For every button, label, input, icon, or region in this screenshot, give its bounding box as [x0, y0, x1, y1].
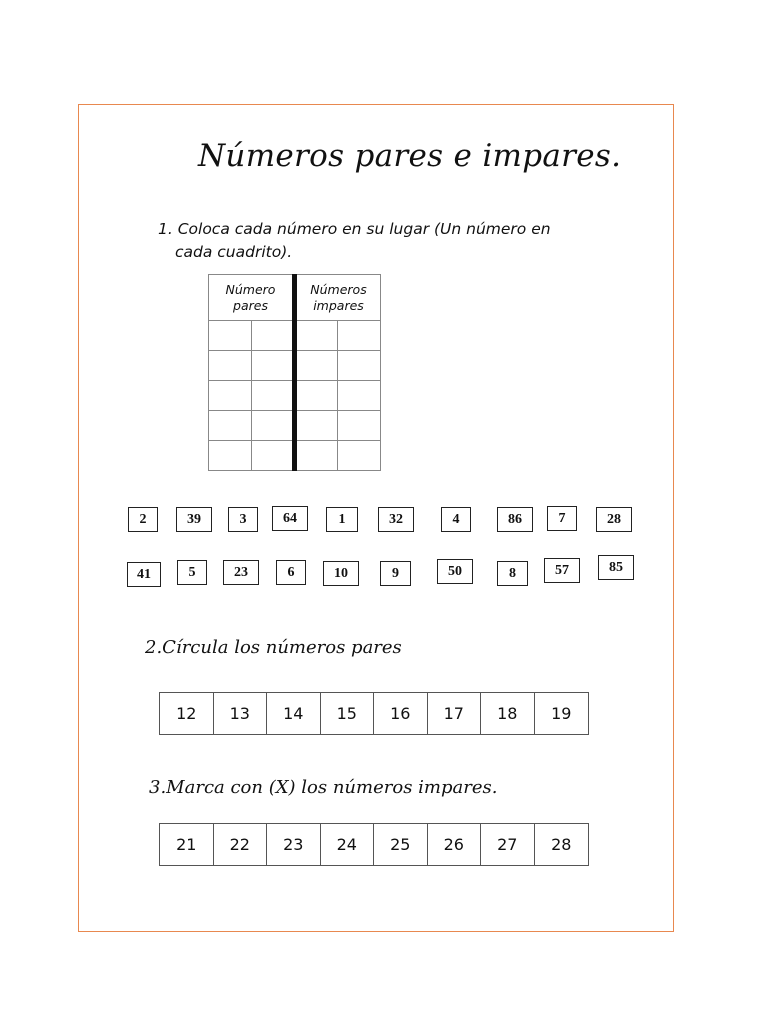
exercise3-heading: 3.Marca con (X) los números impares.	[149, 777, 498, 798]
number-chip[interactable]: 5	[177, 560, 207, 585]
exercise3-number-row	[159, 823, 589, 866]
sorting-table	[208, 274, 381, 471]
number-chip[interactable]: 86	[497, 507, 533, 532]
header-impares	[295, 275, 381, 321]
header-pares	[209, 275, 295, 321]
number-cell[interactable]: 23	[267, 824, 321, 865]
table-cell[interactable]	[252, 441, 295, 471]
header-impares-line2: impares	[313, 297, 364, 313]
header-impares-line1: Números	[310, 281, 367, 297]
number-chip[interactable]: 85	[598, 555, 634, 580]
number-chip[interactable]: 4	[441, 507, 471, 532]
table-row	[209, 441, 381, 471]
number-cell[interactable]: 12	[160, 693, 214, 734]
table-row	[209, 321, 381, 351]
table-cell[interactable]	[252, 381, 295, 411]
number-cell[interactable]: 25	[374, 824, 428, 865]
table-cell[interactable]	[252, 321, 295, 351]
number-chip[interactable]: 28	[596, 507, 632, 532]
number-chip[interactable]: 50	[437, 559, 473, 584]
table-cell[interactable]	[338, 351, 381, 381]
exercise1-instruction-line2: cada cuadrito).	[175, 243, 293, 261]
number-cell[interactable]: 21	[160, 824, 214, 865]
number-cell[interactable]: 26	[428, 824, 482, 865]
number-chip[interactable]: 32	[378, 507, 414, 532]
number-cell[interactable]: 28	[551, 835, 572, 854]
number-chip[interactable]: 41	[127, 562, 161, 587]
exercise2-number-row	[159, 692, 589, 735]
number-chip[interactable]: 7	[547, 506, 577, 531]
number-cell[interactable]: 14	[267, 693, 321, 734]
table-cell[interactable]	[295, 321, 338, 351]
number-chip[interactable]: 23	[223, 560, 259, 585]
number-cell[interactable]: 24	[321, 824, 375, 865]
number-chip[interactable]: 57	[544, 558, 580, 583]
table-cell[interactable]	[252, 411, 295, 441]
table-cell[interactable]	[338, 441, 381, 471]
header-pares-line2: pares	[233, 297, 268, 313]
table-cell[interactable]	[209, 411, 252, 441]
number-chip[interactable]: 1	[326, 507, 358, 532]
table-cell[interactable]	[295, 441, 338, 471]
number-cell[interactable]: 15	[321, 693, 375, 734]
number-cell[interactable]: 22	[214, 824, 268, 865]
number-chip[interactable]: 64	[272, 506, 308, 531]
number-cell[interactable]: 18	[481, 693, 535, 734]
number-chip[interactable]: 3	[228, 507, 258, 532]
table-cell[interactable]	[295, 411, 338, 441]
table-cell[interactable]	[209, 351, 252, 381]
table-cell[interactable]	[209, 381, 252, 411]
header-pares-line1: Número	[225, 281, 276, 297]
table-row	[209, 411, 381, 441]
table-row	[209, 351, 381, 381]
table-cell[interactable]	[252, 351, 295, 381]
number-chip[interactable]: 2	[128, 507, 158, 532]
table-cell[interactable]	[338, 411, 381, 441]
number-cell[interactable]: 17	[428, 693, 482, 734]
table-cell[interactable]	[295, 381, 338, 411]
exercise1-instruction	[158, 218, 588, 264]
number-chip[interactable]: 8	[497, 561, 528, 586]
number-chip[interactable]: 9	[380, 561, 411, 586]
exercise1-instruction-line1: 1. Coloca cada número en su lugar (Un número en	[158, 220, 551, 238]
table-cell[interactable]	[338, 321, 381, 351]
table-cell[interactable]	[209, 441, 252, 471]
table-row	[209, 381, 381, 411]
number-chip[interactable]: 10	[323, 561, 359, 586]
number-cell[interactable]: 27	[481, 824, 535, 865]
number-cell[interactable]: 16	[374, 693, 428, 734]
number-chip[interactable]: 39	[176, 507, 212, 532]
number-cell[interactable]: 13	[214, 693, 268, 734]
number-cell[interactable]: 19	[551, 704, 572, 723]
table-cell[interactable]	[338, 381, 381, 411]
exercise2-heading: 2.Círcula los números pares	[145, 637, 402, 658]
number-chip[interactable]: 6	[276, 560, 306, 585]
page-title: Números pares e impares.	[198, 138, 622, 174]
table-cell[interactable]	[209, 321, 252, 351]
table-cell[interactable]	[295, 351, 338, 381]
